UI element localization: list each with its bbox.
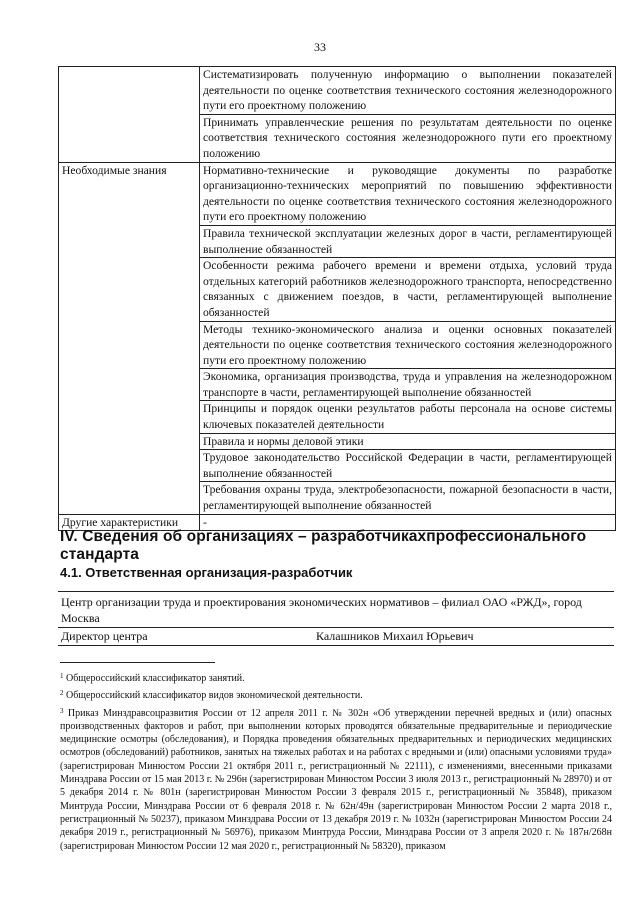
row-content bbox=[200, 162, 616, 514]
organization-director-row bbox=[58, 628, 614, 646]
director-name: Калашников Михаил Юрьевич bbox=[316, 629, 474, 643]
footnote bbox=[60, 670, 612, 685]
row-content bbox=[200, 67, 616, 163]
table-cell-text: Принципы и порядок оценки результатов работы персонала на основе системы ключевых показателей деятельности bbox=[203, 402, 612, 432]
director-position: Директор центра bbox=[61, 629, 148, 643]
footnote-number: 2 bbox=[60, 689, 64, 698]
row-content: - bbox=[200, 514, 616, 531]
row-label bbox=[59, 67, 200, 163]
footnote-number: 3 bbox=[60, 706, 64, 715]
row-label: Необходимые знания bbox=[59, 162, 200, 514]
page-number: 33 bbox=[314, 40, 326, 54]
table-cell-text: Экономика, организация производства, труда и управления на железнодорожном транспорте в части, регламентирующей выполнение обязанностей bbox=[203, 370, 612, 399]
subsection-title: 4.1. Ответственная организация-разработчик bbox=[60, 565, 353, 580]
footnote-divider bbox=[60, 662, 215, 663]
table-cell-text: Методы технико-экономического анализа и оценки основных показателей деятельности по оценке соответствия технического состояния железнодорожного пути его проектному положению bbox=[203, 322, 612, 367]
section-title: IV. Сведения об организациях – разработчикахпрофессионального стандарта bbox=[60, 528, 587, 563]
table-cell-text: Систематизировать полученную информацию о выполнении показателей деятельности по оценке соответствия технического состояния железнодорожного пути его проектному положению bbox=[203, 68, 612, 113]
footnote-text: Приказ Минздравсоцразвития России от 12 апреля 2011 г. № 302н «Об утверждении перечней вредных и (или) опасных производственных факторов и работ, при выполнении которых проводятся обязательные предварительные и периодические медицинские осмотры (обследования), и Порядка проведения обязательных предварительных и периодических медицинских осмотров (обследований) работников, занятых на тяжелых работах и на работах с вредными и (или) опасными условиями труда» (зарегистрирован Минюстом России 21 октября 2011 г., регистрационный № 22111), с изменениями, внесенными приказами Минздрава России от 15 мая 2013 г. № 296н (зарегистрирован Минюстом России 3 июля 2013 г., регистрационный № 28970) и от 5 декабря 2014 г. № 801н (зарегистрирован Минюстом России 3 февраля 2015 г., регистрационный № 35848), приказом Минтруда России, Минздрава России от 6 февраля 2018 г. № 62н/49н (зарегистрирован Минюстом России 2 марта 2018 г., регистрационный № 50237), приказом Минздрава России от 13 декабря 2019 г. № 1032н (зарегистрирован Минюстом России 24 декабря 2019 г., регистрационный № 56976), приказом Минтруда России, Минздрава России от 3 апреля 2020 г. № 187н/268н (зарегистрирован Минюстом России 12 мая 2020 г., регистрационный № 58320), приказом bbox=[60, 707, 612, 852]
footnote bbox=[60, 705, 612, 853]
table-cell-text: Требования охраны труда, электробезопасности, пожарной безопасности в части, регламентирующей выполнение обязанностей bbox=[203, 483, 612, 513]
table-cell-text: Правила и нормы деловой этики bbox=[203, 434, 364, 448]
table-cell-text: Трудовое законодательство Российской Федерации в части, регламентирующей выполнение обязанностей bbox=[203, 451, 612, 480]
row-label: Другие характеристики bbox=[59, 514, 200, 531]
organization-block bbox=[58, 591, 614, 646]
table-cell-text: Особенности режима рабочего времени и времени отдыха, условий труда отдельных категорий работников железнодорожного транспорта, непосредственно связанных с движением поездов, в части, регламентирующей выполнение обязанностей bbox=[203, 259, 612, 319]
footnote-text: Общероссийский классификатор занятий. bbox=[66, 673, 245, 684]
footnote-number: 1 bbox=[60, 672, 64, 680]
footnotes bbox=[60, 670, 612, 855]
table-cell-text: Принимать управленческие решения по результатам деятельности по оценке соответствия технического состояния железнодорожного пути его проектному положению bbox=[203, 115, 612, 160]
organization-name: Центр организации труда и проектирования экономических нормативов – филиал ОАО «РЖД», город Москва bbox=[58, 591, 614, 628]
table-cell-text: Нормативно-технические и руководящие документы по разработке организационно-технических мероприятий по повышению эффективности деятельности по оценке соответствия технического состояния железнодорожного пути его проектному положению bbox=[203, 163, 612, 224]
footnote-text: Общероссийский классификатор видов экономической деятельности. bbox=[66, 690, 363, 702]
table-cell-text: Правила технической эксплуатации железных дорог в части, регламентирующей выполнение обязанностей bbox=[203, 226, 612, 256]
footnote bbox=[60, 687, 612, 702]
competency-table bbox=[58, 66, 616, 531]
table-row bbox=[59, 162, 616, 514]
table-row bbox=[59, 67, 616, 163]
